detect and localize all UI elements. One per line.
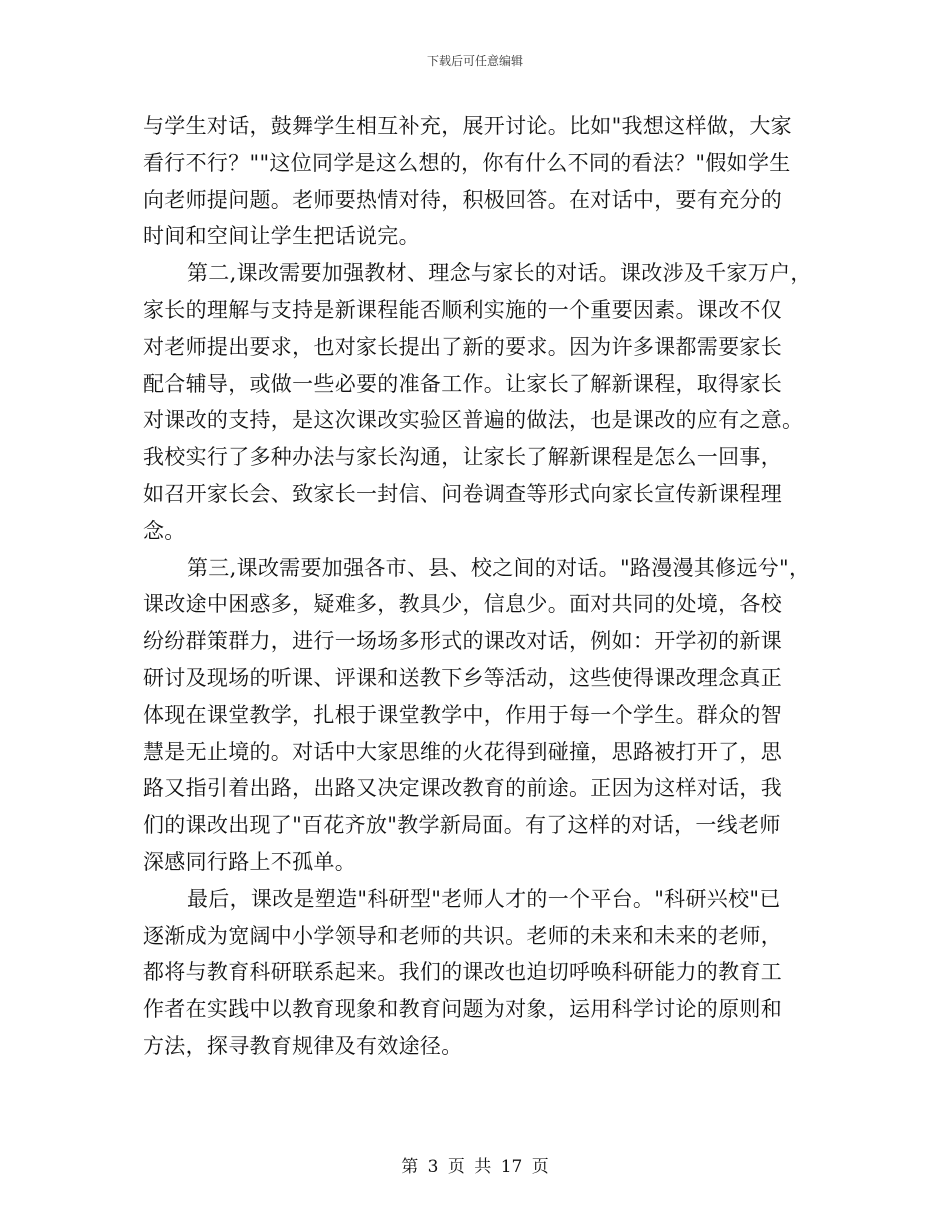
text-line: 纷纷群策群力，进行一场场多形式的课改对话，例如：开学初的新课 — [143, 629, 782, 654]
page-header: 下载后可任意编辑 — [426, 54, 523, 68]
text-line: 课改途中困惑多，疑难多，教具少，信息少。面对共同的处境，各校 — [143, 592, 782, 617]
text-line: 时间和空间让学生把话说完。 — [143, 224, 420, 249]
text-line: 都将与教育科研联系起来。我们的课改也迫切呼唤科研能力的教育工 — [143, 960, 782, 985]
text-line: 看行不行？""这位同学是这么想的，你有什么不同的看法？"假如学生 — [143, 150, 791, 175]
text-line: 对老师提出要求，也对家长提出了新的要求。因为许多课都需要家长 — [143, 334, 782, 359]
text-line: 作者在实践中以教育现象和教育问题为对象，运用科学讨论的原则和 — [143, 997, 782, 1022]
text-line: 体现在课堂教学，扎根于课堂教学中，作用于每一个学生。群众的智 — [143, 702, 782, 727]
text-line: 路又指引着出路，出路又决定课改教育的前途。正因为这样对话，我 — [143, 776, 782, 801]
text-line: 向老师提问题。老师要热情对待，积极回答。在对话中，要有充分的 — [143, 187, 782, 212]
text-line: 逐渐成为宽阔中小学领导和老师的共识。老师的未来和未来的老师， — [143, 923, 782, 948]
text-line: 方法，探寻教育规律及有效途径。 — [143, 1033, 463, 1058]
text-line: 如召开家长会、致家长一封信、问卷调查等形式向家长宣传新课程理 — [143, 481, 782, 506]
text-line: 与学生对话，鼓舞学生相互补充，展开讨论。比如"我想这样做，大家 — [143, 114, 792, 138]
paragraph-first-line: 第二,课改需要加强教材、理念与家长的对话。课改涉及千家万户， — [187, 261, 812, 286]
text-line: 深感同行路上不孤单。 — [143, 849, 356, 874]
page-number: 第 3 页 共 17 页 — [401, 1157, 549, 1177]
text-line: 配合辅导，或做一些必要的准备工作。让家长了解新课程，取得家长 — [143, 371, 782, 396]
text-line: 们的课改出现了"百花齐放"教学新局面。有了这样的对话，一线老师 — [143, 813, 781, 838]
text-line: 念。 — [143, 518, 186, 543]
paragraph-first-line: 第三,课改需要加强各市、县、校之间的对话。"路漫漫其修远兮"， — [187, 555, 811, 580]
paragraph-first-line: 最后，课改是塑造"科研型"老师人才的一个平台。"科研兴校"已 — [187, 886, 781, 911]
text-line: 家长的理解与支持是新课程能否顺利实施的一个重要因素。课改不仅 — [143, 297, 782, 322]
document-body — [143, 108, 823, 1065]
text-line: 慧是无止境的。对话中大家思维的火花得到碰撞，思路被打开了，思 — [143, 739, 782, 764]
text-line: 研讨及现场的听课、评课和送教下乡等活动，这些使得课改理念真正 — [143, 665, 782, 690]
text-line: 对课改的支持，是这次课改实验区普遍的做法，也是课改的应有之意。 — [143, 408, 804, 433]
text-line: 我校实行了多种办法与家长沟通，让家长了解新课程是怎么一回事， — [143, 445, 782, 470]
